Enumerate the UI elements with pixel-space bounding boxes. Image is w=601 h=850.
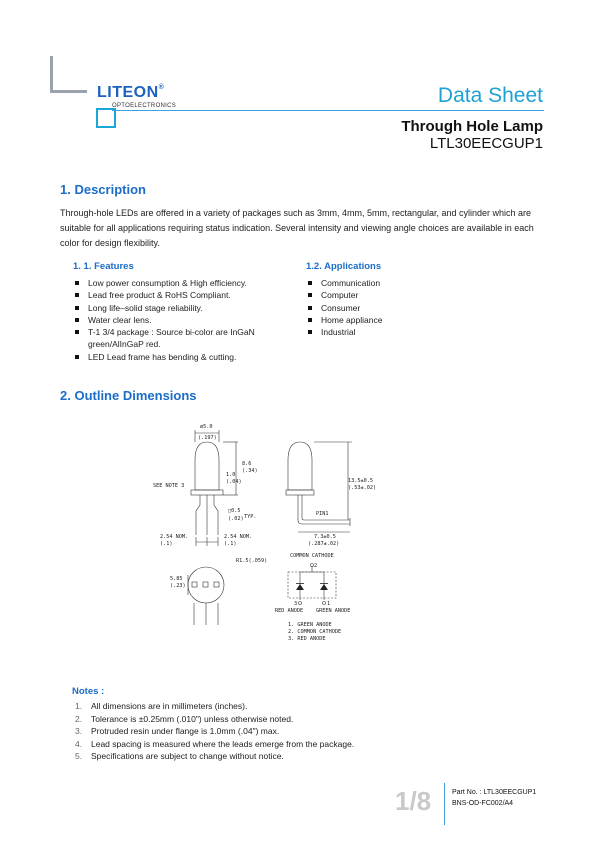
company-logo: LITEON® <box>97 84 165 101</box>
led-front-body <box>195 442 219 490</box>
led-side-body <box>288 442 312 490</box>
dim-label: 7.3±0.5 <box>314 534 336 540</box>
dim-label: 5.85 <box>170 576 183 582</box>
dim-label: (.1) <box>224 541 237 547</box>
dim-label: 1.0 <box>226 472 236 478</box>
logo-frame <box>50 56 87 93</box>
applications-heading: 1.2. Applications <box>306 261 382 272</box>
footer-doc-code: BNS-OD-FC002/A4 <box>452 800 514 807</box>
legend-line: 3. RED ANODE <box>288 636 326 642</box>
footer-part-number: Part No. : LTL30EECGUP1 <box>452 789 537 796</box>
list-item: Industrial <box>306 326 506 338</box>
list-item: 5. Specifications are subject to change without notice. <box>75 751 284 762</box>
logo-subtitle: OPTOELECTRONICS <box>112 103 177 109</box>
notes-list <box>75 700 495 763</box>
dim-label: SEE NOTE 3 <box>153 483 185 489</box>
outline-drawing <box>140 420 380 650</box>
dim-label: 13.5±0.5 <box>348 478 373 484</box>
list-item: Consumer <box>306 302 506 314</box>
part-number: LTL30EECGUP1 <box>429 135 543 152</box>
list-item: 3. Protruded resin under flange is 1.0mm (.04") max. <box>75 726 280 737</box>
list-item: Water clear lens. <box>73 314 288 326</box>
page-number: 1/8 <box>395 786 432 816</box>
list-item: Communication <box>306 277 506 289</box>
dim-label: (.23) <box>170 583 186 589</box>
list-item: Computer <box>306 289 506 301</box>
logo-square-icon <box>96 108 116 128</box>
footer-info <box>452 787 536 809</box>
dim-label: (.04) <box>226 479 242 485</box>
led-side-flange <box>286 490 314 495</box>
applications-list <box>306 277 506 338</box>
features-list <box>73 277 288 363</box>
dim-label: 1 <box>327 601 331 607</box>
dim-label: 2 <box>314 563 318 569</box>
description-text: Through-hole LEDs are offered in a variety of packages such as 3mm, 4mm, 5mm, rectangular, and cylinder which are suitable for all applications requiring status indication. Several intensity and viewing angle choices are available in each color for design flexibility. <box>60 208 534 249</box>
red-diode-icon <box>296 584 304 590</box>
led-front-flange <box>191 490 223 495</box>
dim-label: PIN1 <box>316 511 329 517</box>
dim-label: ø5.0 <box>200 424 213 430</box>
description-heading: 1. Description <box>60 182 146 197</box>
list-item: Long life–solid stage reliability. <box>73 302 288 314</box>
header-divider <box>112 110 544 111</box>
list-item: Home appliance <box>306 314 506 326</box>
dim-label: (.02) <box>228 516 244 522</box>
product-type: Through Hole Lamp <box>401 118 543 135</box>
circuit-box <box>288 572 336 598</box>
dim-label: R1.5(.059) <box>236 558 268 564</box>
list-item: 1. All dimensions are in millimeters (inches). <box>75 701 248 711</box>
outline-heading: 2. Outline Dimensions <box>60 388 197 403</box>
dim-label: (.197) <box>198 435 217 441</box>
dim-label: GREEN ANODE <box>316 608 351 614</box>
legend-line: 1. GREEN ANODE <box>288 622 332 628</box>
list-item: T-1 3/4 package : Source bi-color are InGaN green/AlInGaP red. <box>73 326 288 351</box>
led-bottom-outline <box>188 567 224 603</box>
dim-label: 2.54 NOM. <box>160 534 189 540</box>
dim-label: RED ANODE <box>275 608 304 614</box>
dim-label: 2.54 NOM. <box>224 534 253 540</box>
dim-label: TYP. <box>244 514 257 520</box>
dim-label: 8.6 <box>242 461 252 467</box>
dim-label: 3 <box>294 601 298 607</box>
dim-label: (.287±.02) <box>308 541 340 547</box>
list-item: Low power consumption & High efficiency. <box>73 277 288 289</box>
features-heading: 1. 1. Features <box>73 261 134 272</box>
dim-label: (.53±.02) <box>348 485 377 491</box>
list-item: Lead free product & RoHS Compliant. <box>73 289 288 301</box>
list-item: 4. Lead spacing is measured where the leads emerge from the package. <box>75 738 355 749</box>
list-item: 2. Tolerance is ±0.25mm (.010") unless otherwise noted. <box>75 713 294 724</box>
list-item: LED Lead frame has bending & cutting. <box>73 351 288 363</box>
notes-heading: Notes : <box>72 686 105 697</box>
green-diode-icon <box>320 584 328 590</box>
dim-label: COMMON CATHODE <box>290 553 334 559</box>
document-type: Data Sheet <box>437 84 543 107</box>
legend-line: 2. COMMON CATHODE <box>288 629 342 635</box>
dim-label: (.1) <box>160 541 173 547</box>
dim-label: □0.5 <box>228 508 241 514</box>
dim-label: (.34) <box>242 468 258 474</box>
footer-divider <box>444 783 445 825</box>
